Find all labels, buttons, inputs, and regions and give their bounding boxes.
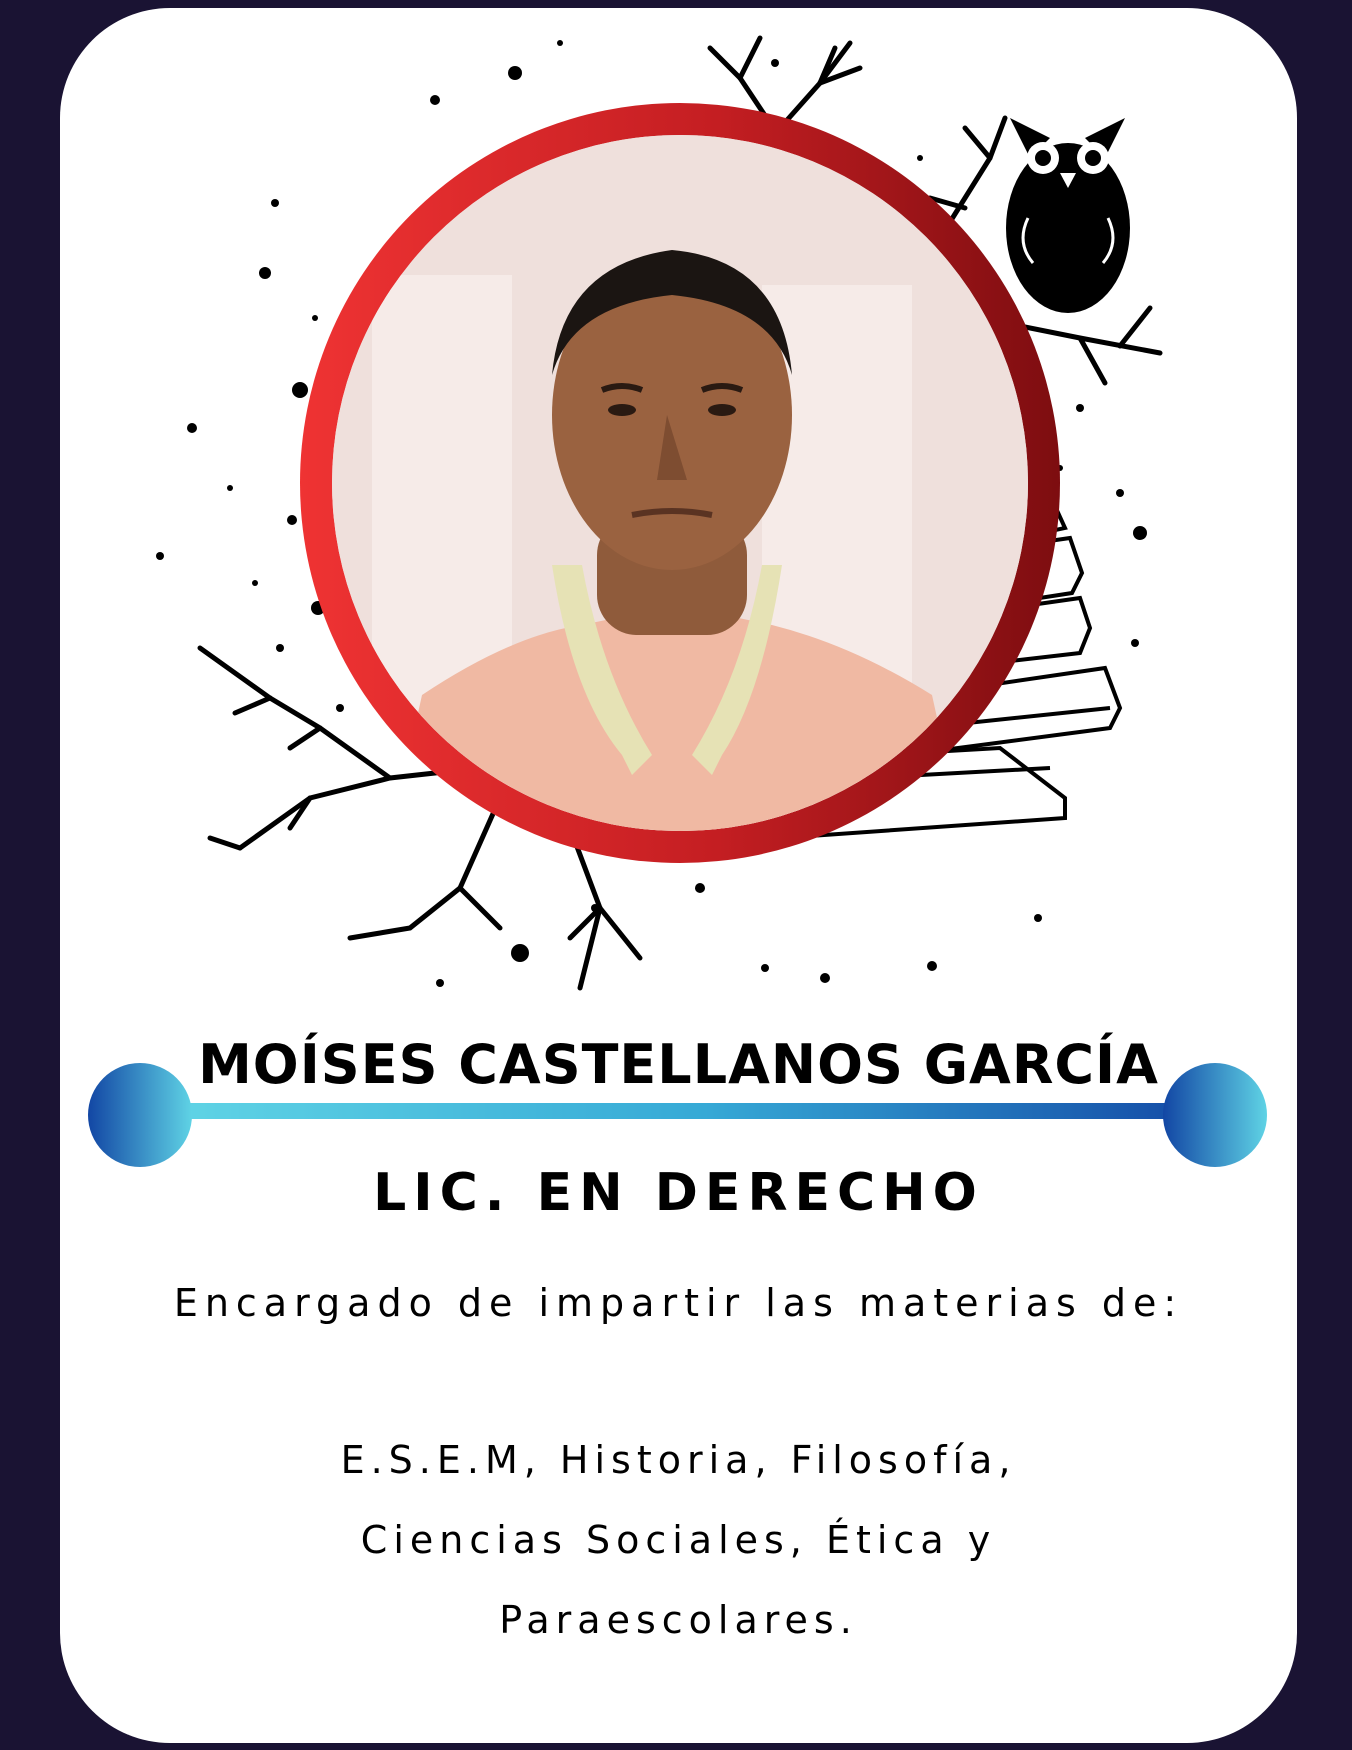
teacher-role-description: Encargado de impartir las materias de: (173, 1281, 1184, 1325)
teacher-subjects: E.S.E.M, Historia, Filosofía, Ciencias Sociales, Ética y Paraescolares. (340, 1438, 1017, 1642)
portrait-frame (300, 103, 1060, 863)
owl-icon (1006, 118, 1130, 313)
name-underline-bar (185, 1103, 1225, 1119)
profile-card (60, 8, 1297, 1743)
teacher-name: MOÍSES CASTELLANOS GARCÍA (198, 1033, 1159, 1096)
teacher-photo (332, 135, 1028, 831)
bar-end-circle-left (88, 1063, 192, 1167)
teacher-degree: LIC. EN DERECHO (373, 1163, 984, 1223)
bar-end-circle-right (1163, 1063, 1267, 1167)
